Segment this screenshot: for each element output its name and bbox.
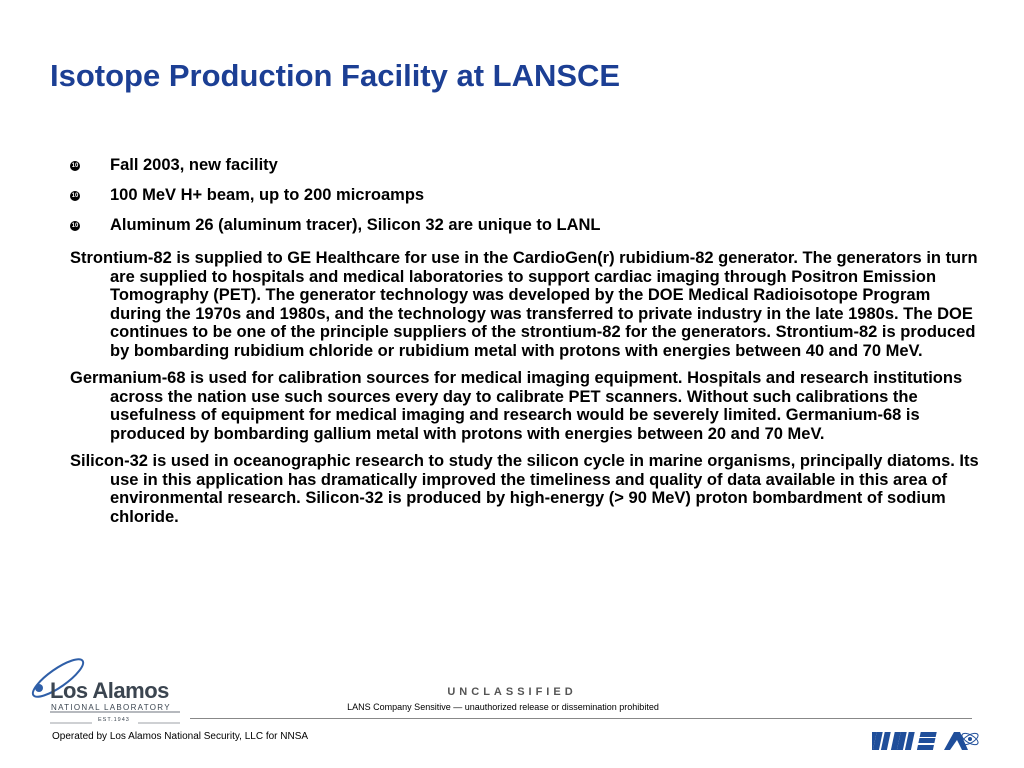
numbered-bullet-icon: 10 [71,163,79,169]
sensitivity-notice: LANS Company Sensitive — unauthorized release or dissemination prohibited [347,702,659,712]
bullet-item [70,215,990,236]
bullet-text: Fall 2003, new facility [110,156,278,174]
bullet-item [70,155,990,176]
paragraph-germanium: Germanium-68 is used for calibration sources for medical imaging equipment. Hospitals and research institutions across the nation use such sources every day to calibrate PET scanners. Without such calibrations the usefulness of equipment for medical imaging and research would be severely limited. Germanium-68 is produced by bombarding gallium metal with protons with energies between 20 and 70 MeV. [70,369,963,443]
operated-by-text: Operated by Los Alamos National Security, LLC for NNSA [52,731,309,742]
slide-title: Isotope Production Facility at LANSCE [50,58,621,93]
nnsa-logo-icon [872,726,980,754]
paragraph-strontium: Strontium-82 is supplied to GE Healthcare for use in the CardioGen(r) rubidium-82 generator. The generators in turn are supplied to hospitals and medical laboratories to support cardiac imaging through Positron Emission Tomography (PET). The generator technology was developed by the DOE Medical Radioisotope Program during the 1970s and 1980s, and the technology was transferred to private industry in the late 1980s. The DOE continues to be one of the principle suppliers of the strontium-82 for the generators. Strontium-82 is produced by bombarding rubidium chloride or rubidium metal with protons with energies between 40 and 70 MeV. [70,249,978,360]
numbered-bullet-icon: 10 [71,193,79,199]
footer-divider [190,718,972,719]
body-paragraphs [70,249,980,535]
bullet-list [70,155,990,245]
bullet-item [70,185,990,206]
logo-name: Los Alamos [50,678,169,703]
numbered-bullet-icon: 10 [71,223,79,229]
paragraph-silicon: Silicon-32 is used in oceanographic research to study the silicon cycle in marine organisms, principally diatoms. Its use in this application has dramatically improved the timeliness and quality of data available in this area of environmental research. Silicon-32 is produced by high-energy (> 90 MeV) proton bombardment of sodium chloride. [70,452,979,526]
bullet-text: 100 MeV H+ beam, up to 200 microamps [110,186,425,204]
logo-subtitle: NATIONAL LABORATORY [51,703,171,712]
bullet-text: Aluminum 26 (aluminum tracer), Silicon 32 are unique to LANL [110,216,601,234]
classification-label: UNCLASSIFIED [447,686,577,698]
logo-established: EST.1943 [98,717,130,723]
